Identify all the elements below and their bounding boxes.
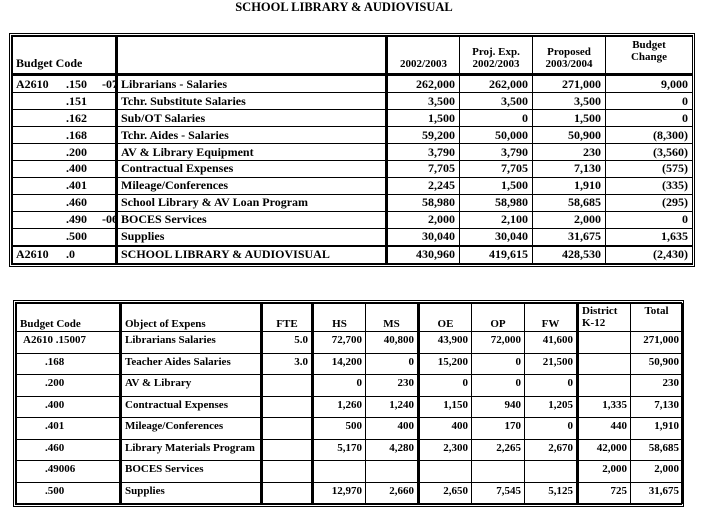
projected-expense-cell: 2,100 (460, 211, 533, 228)
total-cell: 31,675 (631, 482, 683, 504)
table-header-row (13, 37, 693, 75)
total-row (13, 246, 693, 264)
header-op: OP (472, 304, 525, 332)
proposed-cell: 58,685 (533, 194, 606, 211)
budget-change-cell: 1,635 (606, 228, 693, 246)
header-2002-2003: 2002/2003 (387, 37, 460, 75)
table-row (13, 75, 693, 93)
budget-2002-cell: 59,200 (387, 127, 460, 144)
table-row (17, 332, 683, 354)
ms-cell: 230 (366, 375, 419, 397)
object-cell: Contractual Expenses (121, 396, 262, 418)
table-row (17, 461, 683, 483)
projected-expense-cell: 3,500 (460, 93, 533, 110)
allocation-table (13, 300, 684, 507)
total-cell: 50,900 (631, 353, 683, 375)
oe-cell: 1,150 (419, 396, 472, 418)
oe-cell: 0 (419, 375, 472, 397)
hs-cell: 0 (313, 375, 366, 397)
budget-change-cell: 0 (606, 211, 693, 228)
description-cell: Mileage/Conferences (117, 177, 387, 194)
object-cell: Mileage/Conferences (121, 418, 262, 440)
budget-2002-cell: 3,500 (387, 93, 460, 110)
table-row (17, 439, 683, 461)
fw-cell: 41,600 (525, 332, 578, 354)
budget-2002-cell: 7,705 (387, 160, 460, 177)
projected-expense-cell: 50,000 (460, 127, 533, 144)
projected-expense-cell: 30,040 (460, 228, 533, 246)
oe-cell: 15,200 (419, 353, 472, 375)
proposed-cell: 271,000 (533, 75, 606, 93)
fte-cell (262, 439, 313, 461)
header-oe: OE (419, 304, 472, 332)
header-object: Object of Expens (121, 304, 262, 332)
header-proposed: Proposed 2003/2004 (533, 37, 606, 75)
budget-2002-cell: 2,245 (387, 177, 460, 194)
budget-2002-cell: 1,500 (387, 110, 460, 127)
district-cell (578, 375, 631, 397)
projected-expense-cell: 419,615 (460, 246, 533, 264)
proposed-cell: 31,675 (533, 228, 606, 246)
budget-code-cell: .400 (17, 396, 121, 418)
fw-cell: 21,500 (525, 353, 578, 375)
total-cell: 230 (631, 375, 683, 397)
description-cell: Supplies (117, 228, 387, 246)
hs-cell: 500 (313, 418, 366, 440)
object-code: .200 (66, 144, 87, 159)
table-row (13, 228, 693, 246)
object-cell: Teacher Aides Salaries (121, 353, 262, 375)
fw-cell: 0 (525, 375, 578, 397)
fte-cell (262, 461, 313, 483)
budget-code-cell (13, 93, 117, 110)
object-cell: Librarians Salaries (121, 332, 262, 354)
header-budget-change: Budget Change (606, 37, 693, 75)
budget-code-cell: .49006 (17, 461, 121, 483)
budget-code-cell (13, 246, 117, 264)
hs-cell (313, 461, 366, 483)
object-code: .460 (66, 195, 87, 210)
table-header-row (17, 304, 683, 332)
table-row (17, 353, 683, 375)
description-cell: BOCES Services (117, 211, 387, 228)
budget-code-cell (13, 144, 117, 161)
budget-2002-cell: 3,790 (387, 144, 460, 161)
header-hs: HS (313, 304, 366, 332)
object-cell: AV & Library (121, 375, 262, 397)
oe-cell (419, 461, 472, 483)
proposed-cell: 7,130 (533, 160, 606, 177)
oe-cell: 43,900 (419, 332, 472, 354)
budget-code-cell: A2610 .15007 (17, 332, 121, 354)
proposed-cell: 2,000 (533, 211, 606, 228)
table-row (17, 375, 683, 397)
description-cell: SCHOOL LIBRARY & AUDIOVISUAL (117, 246, 387, 264)
fte-cell (262, 482, 313, 504)
district-cell (578, 332, 631, 354)
hs-cell: 5,170 (313, 439, 366, 461)
budget-change-cell: (295) (606, 194, 693, 211)
district-cell: 42,000 (578, 439, 631, 461)
header-fw: FW (525, 304, 578, 332)
proposed-cell: 230 (533, 144, 606, 161)
fw-cell: 5,125 (525, 482, 578, 504)
ms-cell: 1,240 (366, 396, 419, 418)
oe-cell: 400 (419, 418, 472, 440)
budget-change-cell: 9,000 (606, 75, 693, 93)
total-cell: 1,910 (631, 418, 683, 440)
table-row (17, 396, 683, 418)
object-cell: Supplies (121, 482, 262, 504)
district-cell: 725 (578, 482, 631, 504)
fw-cell (525, 461, 578, 483)
description-cell: School Library & AV Loan Program (117, 194, 387, 211)
budget-2002-cell: 2,000 (387, 211, 460, 228)
budget-2002-cell: 58,980 (387, 194, 460, 211)
district-cell: 2,000 (578, 461, 631, 483)
fw-cell: 0 (525, 418, 578, 440)
object-code: .0 (66, 247, 75, 262)
fte-cell (262, 375, 313, 397)
ms-cell: 4,280 (366, 439, 419, 461)
budget-change-cell: (335) (606, 177, 693, 194)
table-row (13, 144, 693, 161)
op-cell: 7,545 (472, 482, 525, 504)
projected-expense-cell: 3,790 (460, 144, 533, 161)
hs-cell: 14,200 (313, 353, 366, 375)
budget-change-cell: (575) (606, 160, 693, 177)
budget-code-cell: .200 (17, 375, 121, 397)
budget-2002-cell: 262,000 (387, 75, 460, 93)
sub-code: -06 (102, 212, 118, 227)
budget-2002-cell: 430,960 (387, 246, 460, 264)
budget-code-cell: .168 (17, 353, 121, 375)
total-cell: 2,000 (631, 461, 683, 483)
table-row (13, 160, 693, 177)
fte-cell: 3.0 (262, 353, 313, 375)
header-projected-expense: Proj. Exp. 2002/2003 (460, 37, 533, 75)
object-code: .400 (66, 161, 87, 176)
table-row (17, 418, 683, 440)
description-cell: AV & Library Equipment (117, 144, 387, 161)
op-cell (472, 461, 525, 483)
object-code: .151 (66, 93, 87, 108)
description-cell: Contractual Expenses (117, 160, 387, 177)
op-cell: 940 (472, 396, 525, 418)
proposed-cell: 428,530 (533, 246, 606, 264)
budget-change-cell: (2,430) (606, 246, 693, 264)
budget-code-cell (13, 228, 117, 246)
budget-code-cell (13, 75, 117, 93)
hs-cell: 1,260 (313, 396, 366, 418)
budget-code-cell (13, 194, 117, 211)
budget-code-cell (13, 110, 117, 127)
description-cell: Librarians - Salaries (117, 75, 387, 93)
proposed-cell: 1,910 (533, 177, 606, 194)
budget-code-cell (13, 177, 117, 194)
budget-summary-table (9, 33, 695, 267)
ms-cell: 2,660 (366, 482, 419, 504)
description-cell: Tchr. Substitute Salaries (117, 93, 387, 110)
table-row (13, 211, 693, 228)
hs-cell: 72,700 (313, 332, 366, 354)
budget-change-cell: (3,560) (606, 144, 693, 161)
op-cell: 0 (472, 353, 525, 375)
budget-code-cell: .401 (17, 418, 121, 440)
sub-code: -07 (102, 76, 118, 91)
object-code: .162 (66, 110, 87, 125)
object-code: .500 (66, 229, 87, 244)
fte-cell (262, 396, 313, 418)
proposed-cell: 3,500 (533, 93, 606, 110)
ms-cell: 40,800 (366, 332, 419, 354)
header-district-k12: District K-12 (578, 304, 631, 332)
oe-cell: 2,650 (419, 482, 472, 504)
table-row (13, 177, 693, 194)
object-cell: Library Materials Program (121, 439, 262, 461)
budget-code-cell: .460 (17, 439, 121, 461)
object-code: .150 (66, 76, 87, 91)
table-row (17, 482, 683, 504)
header-ms: MS (366, 304, 419, 332)
table-row (13, 110, 693, 127)
total-cell: 7,130 (631, 396, 683, 418)
page-title: SCHOOL LIBRARY & AUDIOVISUAL (235, 0, 453, 14)
projected-expense-cell: 7,705 (460, 160, 533, 177)
district-cell (578, 353, 631, 375)
fund-code: A2610 (16, 76, 49, 91)
oe-cell: 2,300 (419, 439, 472, 461)
ms-cell: 0 (366, 353, 419, 375)
projected-expense-cell: 262,000 (460, 75, 533, 93)
budget-code-cell (13, 211, 117, 228)
object-code: .401 (66, 178, 87, 193)
budget-code-cell (13, 160, 117, 177)
budget-2002-cell: 30,040 (387, 228, 460, 246)
table-row (13, 127, 693, 144)
budget-change-cell: 0 (606, 110, 693, 127)
fte-cell: 5.0 (262, 332, 313, 354)
fw-cell: 1,205 (525, 396, 578, 418)
district-cell: 1,335 (578, 396, 631, 418)
total-cell: 271,000 (631, 332, 683, 354)
op-cell: 2,265 (472, 439, 525, 461)
budget-change-cell: 0 (606, 93, 693, 110)
description-cell: Sub/OT Salaries (117, 110, 387, 127)
fw-cell: 2,670 (525, 439, 578, 461)
description-cell: Tchr. Aides - Salaries (117, 127, 387, 144)
object-code: .168 (66, 127, 87, 142)
budget-code-cell: .500 (17, 482, 121, 504)
header-description (117, 37, 387, 75)
budget-code-cell (13, 127, 117, 144)
district-cell: 440 (578, 418, 631, 440)
header-budget-code: Budget Code (13, 37, 117, 75)
total-cell: 58,685 (631, 439, 683, 461)
projected-expense-cell: 1,500 (460, 177, 533, 194)
op-cell: 170 (472, 418, 525, 440)
ms-cell (366, 461, 419, 483)
fund-code: A2610 (16, 247, 49, 262)
object-code: .490 (66, 212, 87, 227)
table-row (13, 93, 693, 110)
fte-cell (262, 418, 313, 440)
op-cell: 0 (472, 375, 525, 397)
proposed-cell: 50,900 (533, 127, 606, 144)
projected-expense-cell: 58,980 (460, 194, 533, 211)
header-budget-code: Budget Code (17, 304, 121, 332)
op-cell: 72,000 (472, 332, 525, 354)
header-total: Total (631, 304, 683, 332)
object-cell: BOCES Services (121, 461, 262, 483)
proposed-cell: 1,500 (533, 110, 606, 127)
header-fte: FTE (262, 304, 313, 332)
hs-cell: 12,970 (313, 482, 366, 504)
table-row (13, 194, 693, 211)
budget-change-cell: (8,300) (606, 127, 693, 144)
ms-cell: 400 (366, 418, 419, 440)
projected-expense-cell: 0 (460, 110, 533, 127)
